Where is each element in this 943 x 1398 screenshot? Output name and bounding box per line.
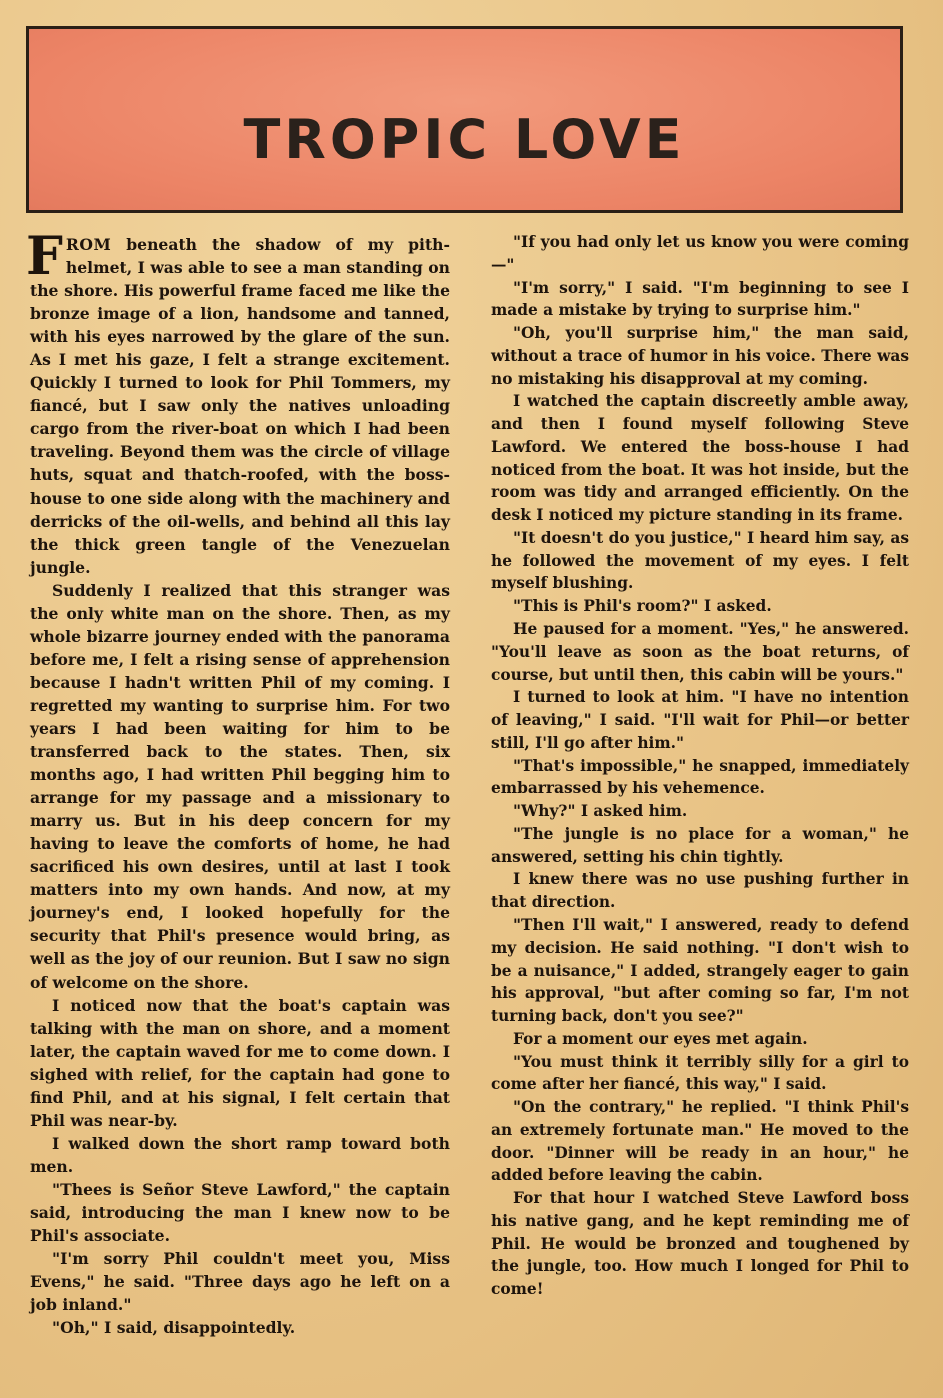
left-column: [26, 226, 450, 1339]
paragraph: Suddenly I realized that this stranger was the only white man on the shore. Then, as my whole bizarre journey ended with the panorama before me, I felt a rising sense of apprehension because I hadn't written Phil of my coming. I regretted my wanting to surprise him. For two years I had been waiting for him to be transferred back to the states. Then, six months ago, I had written Phil begging him to arrange for my passage and a missionary to marry us. But in his deep concern for my having to leave the comforts of home, he had sacrificed his own desires, until at last I took matters into my own hands. And now, at my journey's end, I looked hopefully for the security that Phil's presence would bring, as well as the joy of our reunion. But I saw no sign of welcome on the shore.: [30, 580, 450, 992]
paragraph: "If you had only let us know you were coming—": [491, 233, 909, 274]
paragraph: For a moment our eyes met again.: [513, 1029, 808, 1048]
right-column: [491, 231, 909, 1301]
first-word: ROM: [65, 235, 112, 254]
paragraph: I watched the captain discreetly amble away, and then I found myself following Steve Lawford. We entered the boss-house I had noticed from the boat. It was hot inside, but the room was tidy and arranged efficiently. On the desk I noticed my picture standing in its frame.: [491, 392, 909, 525]
paragraph: "You must think it terribly silly for a girl to come after her fiancé, this way," I said.: [491, 1052, 909, 1094]
paragraph: "This is Phil's room?" I asked.: [513, 597, 772, 616]
paragraph-text: beneath the shadow of my pith-helmet, I was able to see a man standing on the shore. His powerful frame faced me like the bronze image of a lion, handsome and tanned, with his eyes narrowed by the glare of the sun. As I met his gaze, I felt a strange excitement. Quickly I turned to look for Phil Tommers, my fiancé, but I saw only the natives unloading cargo from the river-boat on which I had been traveling. Beyond them was the circle of village huts, squat and thatch-roofed, with the boss-house to one side along with the machinery and derricks of the oil-wells, and behind all this lay the thick green tangle of the Venezuelan jungle.: [30, 235, 450, 577]
paragraph: I turned to look at him. "I have no intention of leaving," I said. "I'll wait for Phil—or better still, I'll go after him.": [491, 688, 909, 752]
paragraph: "Oh," I said, disappointedly.: [52, 1318, 296, 1338]
paragraph: "It doesn't do you justice," I heard him say, as he followed the movement of my eyes. I felt myself blushing.: [491, 528, 909, 593]
paragraph: I noticed now that the boat's captain was talking with the man on shore, and a moment later, the captain waved for me to come down. I sighed with relief, for the captain had gone to find Phil, and at his signal, I felt certain that Phil was near-by.: [30, 995, 450, 1130]
paragraph: [26, 226, 450, 579]
paragraph: "I'm sorry Phil couldn't meet you, Miss Evens," he said. "Three days ago he left on a job inland.": [30, 1249, 450, 1315]
paragraph: "The jungle is no place for a woman," he answered, setting his chin tightly.: [491, 824, 909, 866]
paragraph: "On the contrary," he replied. "I think Phil's an extremely fortunate man." He moved to the door. "Dinner will be ready in an hour," he added before leaving the cabin.: [491, 1098, 909, 1185]
paragraph: "Then I'll wait," I answered, ready to defend my decision. He said nothing. "I don't wish to be a nuisance," I added, strangely eager to gain his approval, "but after coming so far, I'm not turning back, don't you see?": [491, 915, 909, 1026]
paragraph: "That's impossible," he snapped, immediately embarrassed by his vehemence.: [491, 756, 909, 798]
paragraph: "Why?" I asked him.: [513, 802, 688, 821]
paragraph: For that hour I watched Steve Lawford boss his native gang, and he kept reminding me of Phil. He would be bronzed and toughened by the jungle, too. How much I longed for Phil to come!: [491, 1189, 909, 1299]
paragraph: "Thees is Señor Steve Lawford," the captain said, introducing the man I knew now to be Phil's associate.: [30, 1179, 450, 1246]
title-banner: [26, 26, 903, 213]
paragraph: I walked down the short ramp toward both men.: [30, 1133, 450, 1176]
paragraph: He paused for a moment. "Yes," he answered. "You'll leave as soon as the boat returns, of course, but until then, this cabin will be yours.": [491, 620, 909, 684]
story-title: TROPIC LOVE: [243, 108, 686, 171]
drop-cap: F: [26, 226, 63, 287]
paragraph: "Oh, you'll surprise him," the man said, without a trace of humor in his voice. There was no mistaking his disapproval at my coming.: [491, 324, 909, 388]
paragraph: I knew there was no use pushing further in that direction.: [491, 870, 909, 912]
paragraph: "I'm sorry," I said. "I'm beginning to see I made a mistake by trying to surprise him.": [491, 278, 909, 320]
